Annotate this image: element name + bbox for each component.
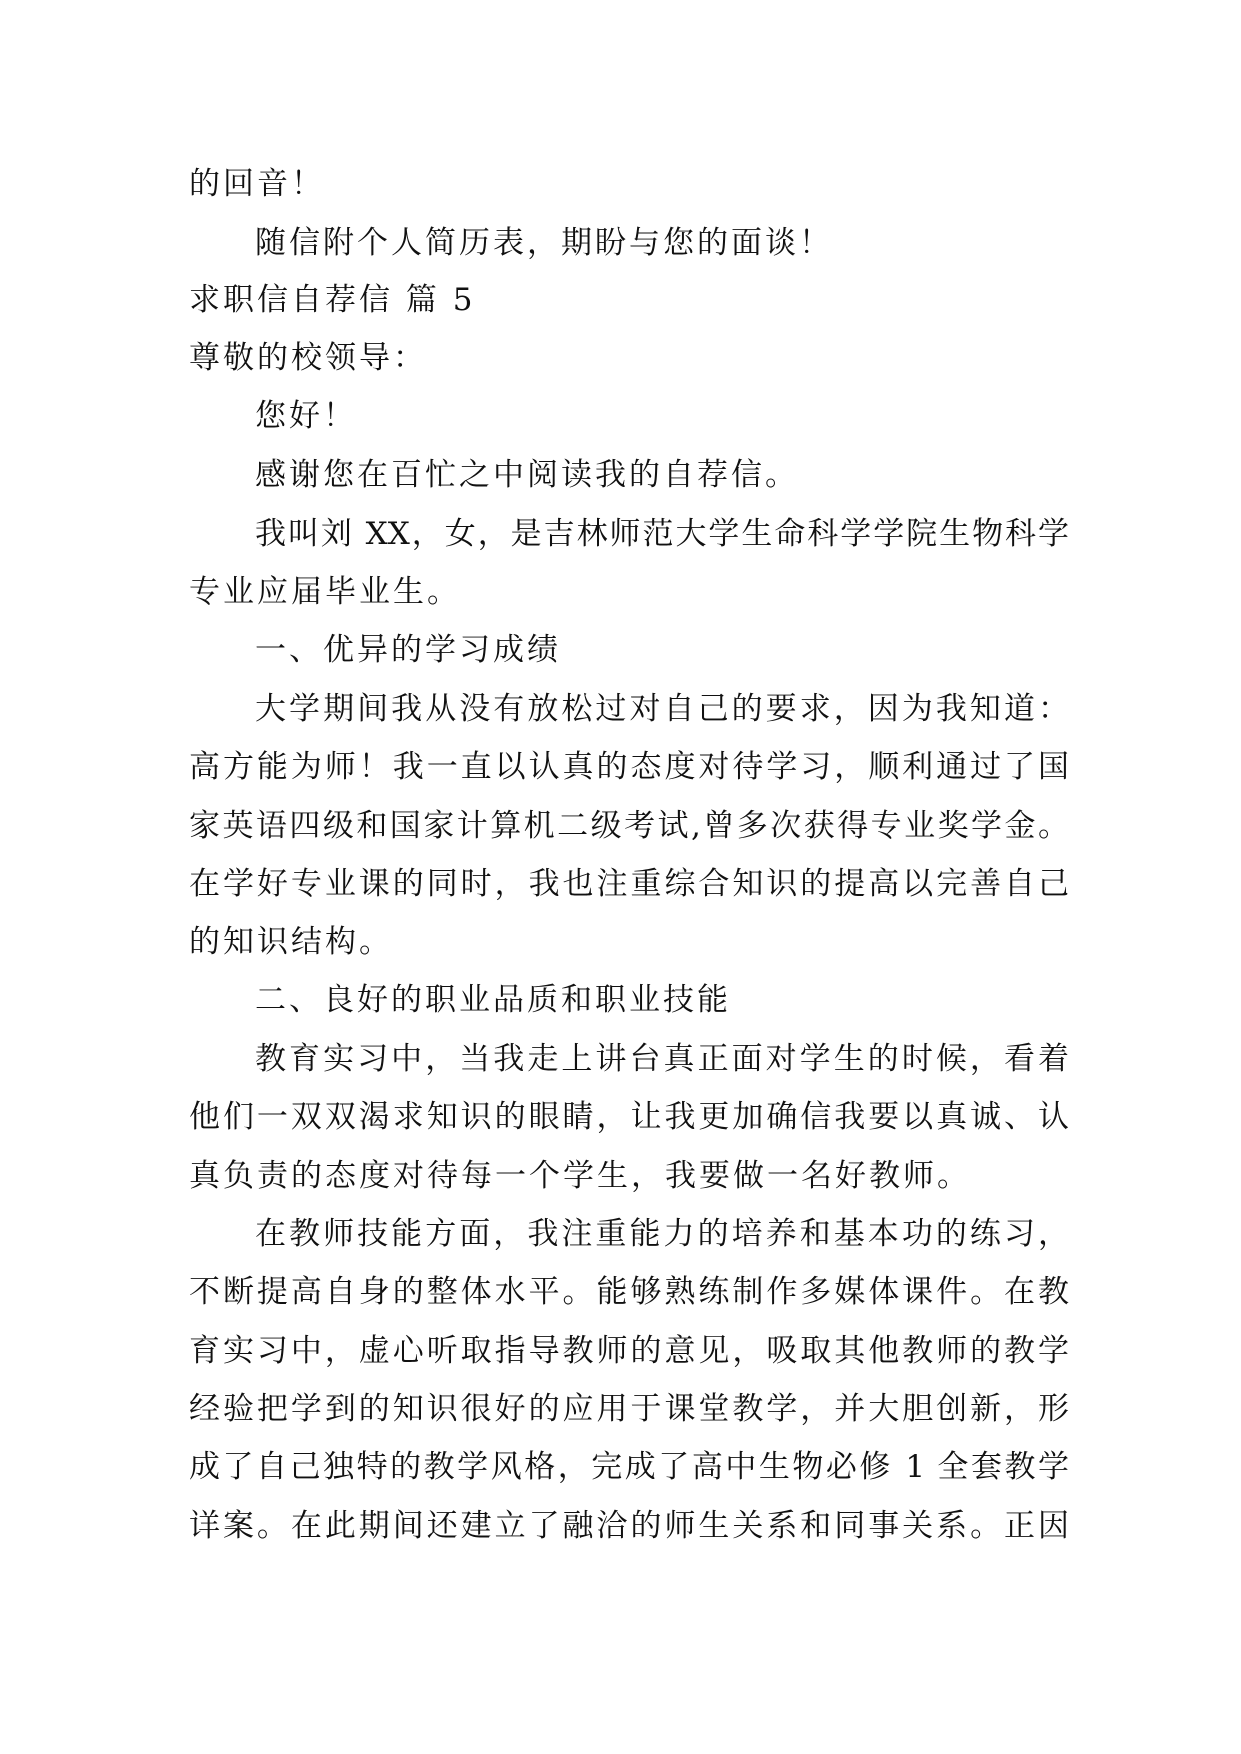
paragraph-line: 详案。在此期间还建立了融洽的师生关系和同事关系。正因	[189, 1508, 1069, 1544]
paragraph-line: 真负责的态度对待每一个学生，我要做一名好教师。	[189, 1158, 971, 1194]
paragraph-line: 经验把学到的知识很好的应用于课堂教学，并大胆创新，形	[189, 1391, 1069, 1427]
paragraph-line: 高方能为师！我一直以认真的态度对待学习，顺利通过了国	[189, 749, 1069, 785]
paragraph-line: 我叫刘 XX，女，是吉林师范大学生命科学学院生物科学	[255, 516, 1069, 552]
paragraph-line: 育实习中，虚心听取指导教师的意见，吸取其他教师的教学	[189, 1333, 1069, 1369]
paragraph-line: 家英语四级和国家计算机二级考试,曾多次获得专业奖学金。	[189, 808, 1069, 844]
paragraph-line: 专业应届毕业生。	[189, 574, 461, 610]
greeting: 您好！	[255, 398, 357, 434]
paragraph-line: 教育实习中，当我走上讲台真正面对学生的时候，看着	[255, 1041, 1069, 1077]
paragraph-line: 随信附个人简历表，期盼与您的面谈！	[255, 225, 833, 261]
paragraph-line: 大学期间我从没有放松过对自己的要求，因为我知道：	[255, 691, 1069, 727]
paragraph-line: 感谢您在百忙之中阅读我的自荐信。	[255, 457, 799, 493]
subheading: 一、优异的学习成绩	[255, 632, 561, 668]
paragraph-line: 他们一双双渴求知识的眼睛，让我更加确信我要以真诚、认	[189, 1099, 1069, 1135]
salutation: 尊敬的校领导：	[189, 340, 427, 376]
paragraph-line: 在学好专业课的同时，我也注重综合知识的提高以完善自己	[189, 866, 1069, 902]
paragraph-line: 的回音！	[189, 166, 325, 202]
paragraph-line: 成了自己独特的教学风格，完成了高中生物必修 1 全套教学	[189, 1449, 1069, 1485]
paragraph-line: 在教师技能方面，我注重能力的培养和基本功的练习，	[255, 1216, 1069, 1252]
section-heading: 求职信自荐信 篇 5	[189, 282, 476, 318]
subheading: 二、良好的职业品质和职业技能	[255, 982, 731, 1018]
paragraph-line: 的知识结构。	[189, 924, 393, 960]
paragraph-line: 不断提高自身的整体水平。能够熟练制作多媒体课件。在教	[189, 1274, 1069, 1310]
